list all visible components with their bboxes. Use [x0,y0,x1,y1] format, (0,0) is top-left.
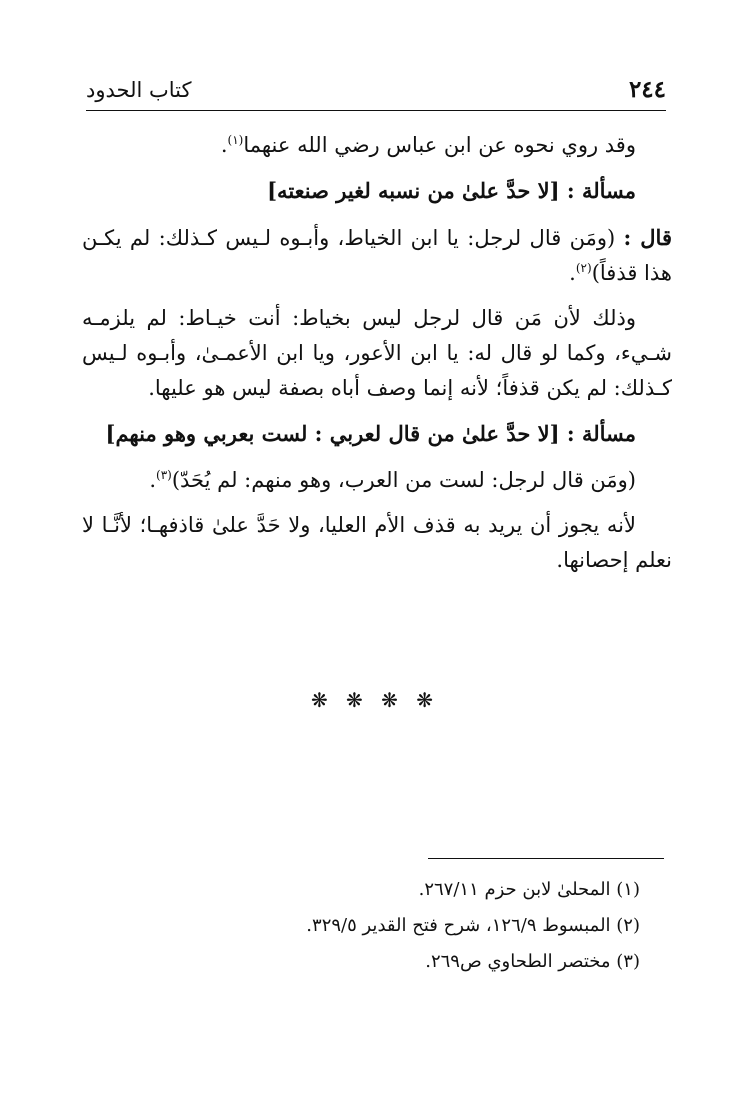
punctuation: . [569,261,576,285]
footnotes [100,872,640,980]
paragraph-explanation: وذلك لأن مَن قال لرجل ليس بخياط: أنت خيـاط: لم يلزمـه شـيء، وكما لو قال له: يا ابن الأعور، ويا ابن الأعمـىٰ، وأبـوه لـيس كـذلك: لم يكن قذفاً؛ لأنه إنما وصف أباه بصفة ليس هو عليها. [82,306,672,400]
footnote-1: (١) المحلىٰ لابن حزم ٢٦٧/١١. [418,879,640,900]
punctuation: . [149,468,157,492]
page-number: ٢٤٤ [628,76,666,103]
paragraph-lead: قال : [623,225,672,250]
book-title: كتاب الحدود [86,78,192,102]
punctuation: . [220,133,228,157]
footnote-2: (٢) المبسوط ١٢٦/٩، شرح فتح القدير ٣٢٩/٥. [306,915,640,936]
footnote-divider [428,858,664,859]
section-ornament: ❋ ❋ ❋ ❋ [310,688,440,712]
footnote-ref-3: (٣) [156,468,172,482]
footnote-3: (٣) مختصر الطحاوي ص٢٦٩. [425,951,640,972]
section-heading-2: مسألة : [لا حدَّ علىٰ من قال لعربي : لست بعربي وهو منهم] [105,421,636,446]
running-header [86,74,666,111]
footnote-ref-1: (١) [227,133,244,147]
paragraph-arab [82,463,672,498]
paragraph-qala [82,220,672,291]
section-heading-1: مسألة : [لا حدَّ علىٰ من نسبه لغير صنعته] [267,178,636,203]
body-text [82,128,672,588]
paragraph-reasoning: لأنه يجوز أن يريد به قذف الأم العليا، ولا حَدَّ علىٰ قاذفهـا؛ لأنَّـا لا نعلم إحصانها. [82,513,672,572]
paragraph-ibn-abbas [82,128,672,163]
paragraph-text: (ومَن قال لرجل: لست من العرب، وهو منهم: لم يُحَدّ) [171,468,636,492]
footnote-ref-2: (٢) [575,261,592,275]
paragraph-text: (ومَن قال لرجل: يا ابن الخياط، وأبـوه لـيس كـذلك: لم يكـن هذا قذفاً) [82,226,672,285]
paragraph-text: وقد روي نحوه عن ابن عباس رضي الله عنهما [243,133,636,157]
